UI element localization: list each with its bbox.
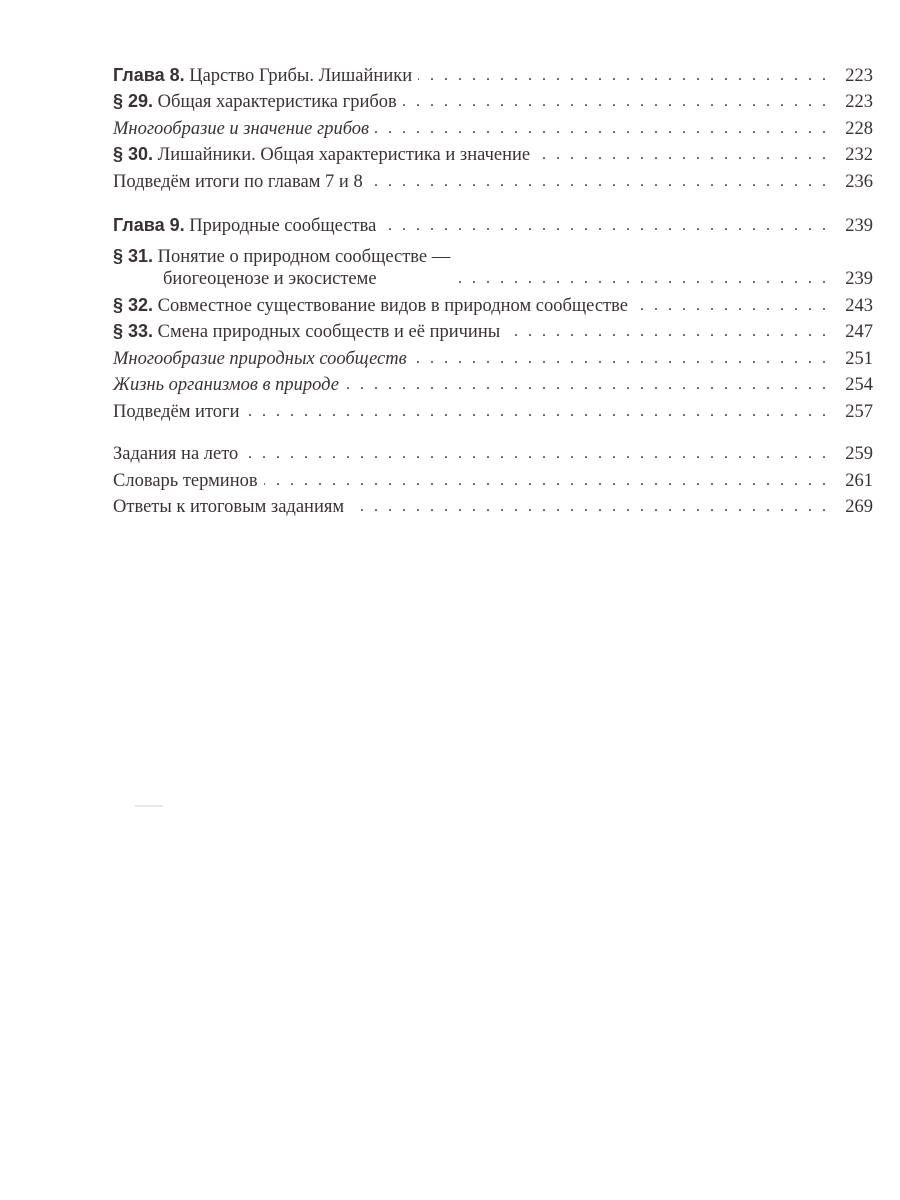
page-number: 261 (845, 470, 873, 491)
toc-entry-section-29[interactable] (113, 87, 873, 114)
section-number: § 30. (113, 144, 154, 164)
toc-entry-section-33[interactable] (113, 317, 873, 344)
entry-title: Словарь терминов (113, 470, 258, 491)
page-number: 223 (845, 92, 873, 112)
dot-leader (403, 91, 829, 113)
toc-entry-life-in-nature[interactable] (113, 370, 873, 397)
chapter-title: Царство Грибы. Лишайники (189, 65, 413, 86)
entry-title: Подведём итоги по главам 7 и 8 (113, 171, 363, 192)
entry-title: Лишайники. Общая характеристика и значение (157, 145, 531, 165)
toc-entry-summary-7-8[interactable] (113, 166, 873, 193)
page-number: 236 (845, 171, 873, 192)
entry-title: Подведём итоги (113, 401, 240, 422)
dot-leader (264, 470, 829, 492)
entry-title: Жизнь организмов в природе (113, 375, 339, 395)
dot-leader (536, 144, 829, 166)
page-number: 239 (845, 269, 873, 289)
chapter-title: Природные сообщества (189, 216, 377, 236)
section-number: § 33. (113, 321, 154, 341)
entry-title: Задания на лето (113, 444, 239, 464)
page-number: 259 (845, 444, 873, 464)
page-number: 247 (845, 322, 873, 342)
entry-title-continued: биогеоценозе и экосистеме (163, 269, 377, 289)
toc-entry-summer-tasks[interactable] (113, 439, 873, 466)
toc-entry-section-32[interactable] (113, 290, 873, 317)
page-number: 223 (845, 65, 873, 86)
table-of-contents (113, 60, 873, 518)
page-number: 228 (845, 118, 873, 139)
entry-title: Многообразие и значение грибов (113, 118, 370, 139)
dot-leader (244, 443, 829, 465)
entry-title: Ответы к итоговым заданиям (113, 497, 345, 517)
dot-leader (456, 268, 829, 290)
entry-title: Общая характеристика грибов (157, 92, 397, 112)
toc-entry-community-diversity[interactable] (113, 343, 873, 370)
dot-leader (246, 401, 829, 423)
dot-leader (382, 215, 829, 237)
section-number: § 29. (113, 91, 154, 111)
page-number: 254 (845, 375, 873, 395)
entry-title: Многообразие природных сообществ (113, 348, 407, 369)
page-number: 251 (845, 348, 873, 369)
dot-leader (506, 321, 829, 343)
entry-title: Смена природных сообществ и её причины (157, 322, 501, 342)
page-number: 269 (845, 497, 873, 517)
dot-leader (413, 348, 829, 370)
show-through-mark (135, 805, 163, 807)
dot-leader (350, 496, 829, 518)
toc-entry-section-31[interactable] (113, 237, 873, 290)
toc-entry-summary-9[interactable] (113, 396, 873, 423)
dot-leader (418, 65, 829, 87)
toc-entry-glossary[interactable] (113, 465, 873, 492)
section-number: § 32. (113, 294, 154, 315)
page-number: 243 (845, 295, 873, 316)
toc-chapter-8-heading[interactable] (113, 60, 873, 87)
dot-leader (369, 171, 829, 193)
chapter-number: Глава 9. (113, 215, 185, 235)
toc-entry-section-30[interactable] (113, 140, 873, 167)
toc-chapter-9-heading[interactable] (113, 211, 873, 238)
page-number: 239 (845, 216, 873, 236)
dot-leader (375, 118, 829, 140)
page-number: 232 (845, 145, 873, 165)
section-number: § 31. (113, 246, 154, 266)
entry-title: Понятие о природном сообществе — (157, 247, 451, 267)
toc-entry-fungi-diversity[interactable] (113, 113, 873, 140)
dot-leader (634, 295, 829, 317)
chapter-number: Глава 8. (113, 64, 185, 85)
entry-title: Совместное существование видов в природном сообществе (157, 295, 628, 316)
page-number: 257 (845, 401, 873, 422)
toc-entry-answers[interactable] (113, 492, 873, 519)
dot-leader (345, 374, 829, 396)
